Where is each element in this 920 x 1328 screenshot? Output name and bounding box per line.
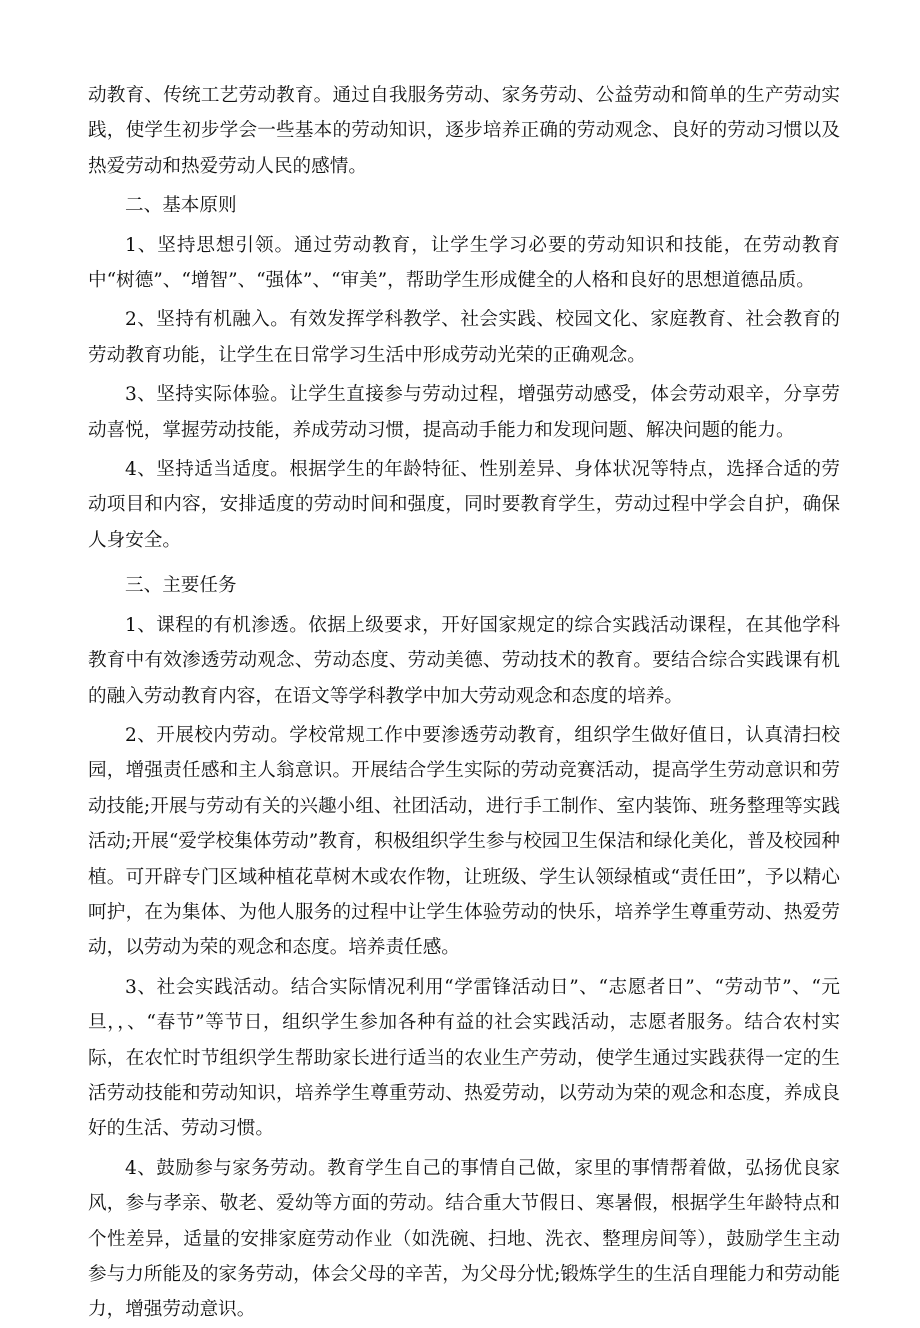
task-item-3: 3、社会实践活动。结合实际情况利用“学雷锋活动日”、“志愿者日”、“劳动节”、“元旦，，、“春节”等节日，组织学生参加各种有益的社会实践活动，志愿者服务。结合农村实际，在农忙时节组织学生帮助家长进行适当的农业生产劳动，使学生通过实践获得一定的生活劳动技能和劳动知识，培养学生尊重劳动、热爱劳动，以劳动为荣的观念和态度，养成良好的生活、劳动习惯。 [88, 976, 840, 1140]
principle-item-4: 4、坚持适当适度。根据学生的年龄特征、性别差异、身体状况等特点，选择合适的劳动项目和内容，安排适度的劳动时间和强度，同时要教育学生，劳动过程中学会自护，确保人身安全。 [88, 459, 840, 551]
principle-item-2: 2、坚持有机融入。有效发挥学科教学、社会实践、校园文化、家庭教育、社会教育的劳动教育功能，让学生在日常学习生活中形成劳动光荣的正确观念。 [88, 309, 840, 366]
section-heading-tasks: 三、主要任务 [125, 575, 237, 597]
task-item-2: 2、开展校内劳动。学校常规工作中要渗透劳动教育，组织学生做好值日，认真清扫校园，增强责任感和主人翁意识。开展结合学生实际的劳动竞赛活动，提高学生劳动意识和劳动技能;开展与劳动有关的兴趣小组、社团活动，进行手工制作、室内装饰、班务整理等实践活动;开展“爱学校集体劳动”教育，积极组织学生参与校园卫生保洁和绿化美化，普及校园种植。可开辟专门区域种植花草树木或农作物，让班级、学生认领绿植或“责任田”，予以精心呵护，在为集体、为他人服务的过程中让学生体验劳动的快乐，培养学生尊重劳动、热爱劳动，以劳动为荣的观念和态度。培养责任感。 [88, 724, 840, 959]
document-page [88, 78, 840, 1328]
section-heading-principles: 二、基本原则 [125, 195, 237, 217]
principle-item-3: 3、坚持实际体验。让学生直接参与劳动过程，增强劳动感受，体会劳动艰辛，分享劳动喜悦，掌握劳动技能，养成劳动习惯，提高动手能力和发现问题、解决问题的能力。 [88, 384, 840, 441]
task-item-4: 4、鼓励参与家务劳动。教育学生自己的事情自己做，家里的事情帮着做，弘扬优良家风，参与孝亲、敬老、爱幼等方面的劳动。结合重大节假日、寒暑假，根据学生年龄特点和个性差异，适量的安排家庭劳动作业（如洗碗、扫地、洗衣、整理房间等），鼓励学生主动参与力所能及的家务劳动，体会父母的辛苦，为父母分忧;锻炼学生的生活自理能力和劳动能力，增强劳动意识。 [88, 1157, 840, 1321]
principle-item-1: 1、坚持思想引领。通过劳动教育，让学生学习必要的劳动知识和技能，在劳动教育中“树德”、“增智”、“强体”、“审美”，帮助学生形成健全的人格和良好的思想道德品质。 [88, 234, 840, 292]
task-item-1: 1、课程的有机渗透。依据上级要求，开好国家规定的综合实践活动课程，在其他学科教育中有效渗透劳动观念、劳动态度、劳动美德、劳动技术的教育。要结合综合实践课有机的融入劳动教育内容，在语文等学科教学中加大劳动观念和态度的培养。 [88, 614, 840, 707]
intro-paragraph: 动教育、传统工艺劳动教育。通过自我服务劳动、家务劳动、公益劳动和简单的生产劳动实践，使学生初步学会一些基本的劳动知识，逐步培养正确的劳动观念、良好的劳动习惯以及热爱劳动和热爱劳动人民的感情。 [88, 85, 840, 177]
